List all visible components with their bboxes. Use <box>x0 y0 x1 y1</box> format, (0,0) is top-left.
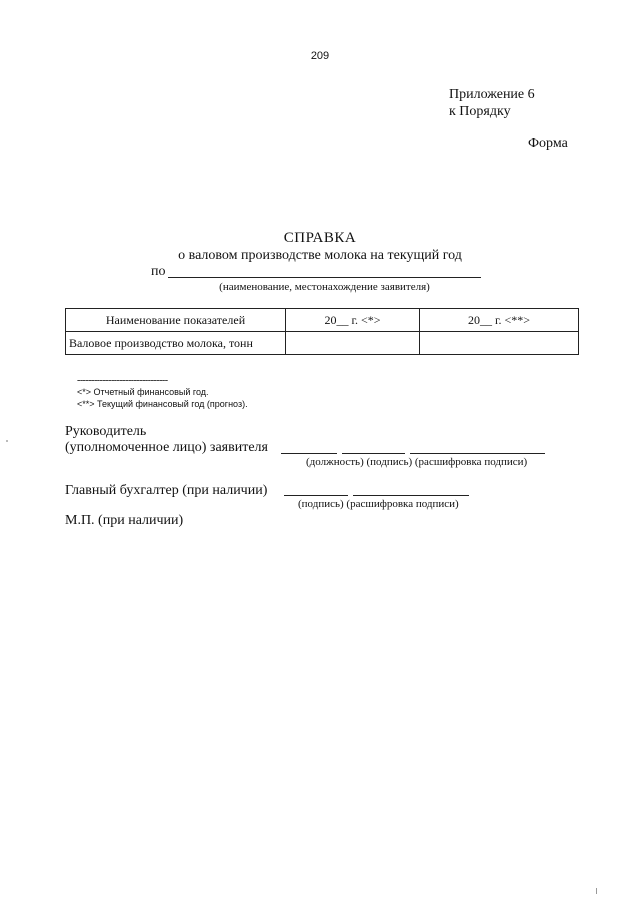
head-label-line-2: (уполномоченное лицо) заявителя <box>65 440 268 455</box>
scan-speck <box>6 440 8 442</box>
footnote-separator: -------------------------------- <box>77 375 168 386</box>
appendix-line-2: к Порядку <box>449 104 511 119</box>
accountant-name-line <box>353 495 469 496</box>
head-name-line <box>410 453 545 454</box>
applicant-prefix: по <box>151 264 166 279</box>
applicant-fill-line <box>168 277 481 278</box>
appendix-line-1: Приложение 6 <box>449 87 535 102</box>
header-current-year: 20__ г. <**> <box>420 309 579 332</box>
applicant-caption: (наименование, местонахождение заявителя) <box>219 281 430 293</box>
head-position-line <box>281 453 337 454</box>
stamp-label: М.П. (при наличии) <box>65 513 184 528</box>
accountant-label: Главный бухгалтер (при наличии) <box>65 483 268 498</box>
head-captions: (должность) (подпись) (расшифровка подписи) <box>306 456 528 468</box>
table-row <box>66 332 579 355</box>
head-label-line-1: Руководитель <box>65 424 147 439</box>
table-header-row <box>66 309 579 332</box>
footnote-1: <*> Отчетный финансовый год. <box>77 387 209 397</box>
document-title: СПРАВКА <box>283 230 357 246</box>
footnote-2: <**> Текущий финансовый год (прогноз). <box>77 399 248 409</box>
form-label: Форма <box>528 136 568 151</box>
page-number: 209 <box>310 50 330 62</box>
accountant-signature-line <box>284 495 348 496</box>
data-table <box>65 308 579 355</box>
accountant-captions: (подпись) (расшифровка подписи) <box>298 498 459 510</box>
row-current-year-value <box>420 332 579 355</box>
row-reporting-year-value <box>286 332 420 355</box>
appendix-reference <box>449 86 535 120</box>
document-subtitle: о валовом производстве молока на текущий год <box>178 248 462 263</box>
row-indicator-name: Валовое производство молока, тонн <box>66 332 286 355</box>
header-indicator: Наименование показателей <box>66 309 286 332</box>
head-signature-line <box>342 453 405 454</box>
header-reporting-year: 20__ г. <*> <box>286 309 420 332</box>
scan-mark <box>596 888 597 894</box>
